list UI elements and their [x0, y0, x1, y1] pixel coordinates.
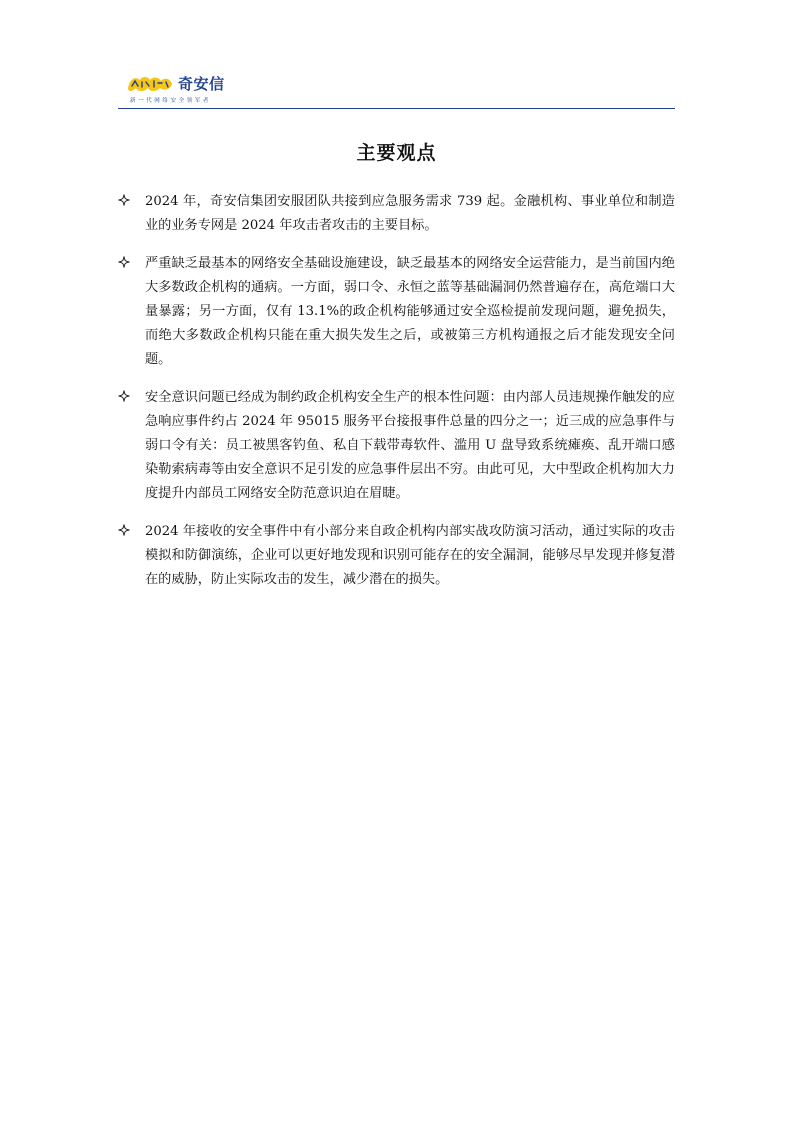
key-point-item [118, 190, 675, 238]
diamond-star-icon [118, 524, 130, 536]
key-point-text: 安全意识问题已经成为制约政企机构安全生产的根本性问题：由内部人员违规操作触发的应急响应事件约占 2024 年 95015 服务平台接报事件总量的四分之一；近三成的应急事件与弱口令有关：员工被黑客钓鱼、私自下载带毒软件、滥用 U 盘导致系统瘫痪、乱开端口感染勒索病毒等由安全意识不足引发的应急事件层出不穷。由此可见，大中型政企机构加大力度提升内部员工网络安全防范意识迫在眉睫。 [145, 390, 675, 501]
key-point-item [118, 520, 675, 592]
key-point-text: 2024 年接收的安全事件中有小部分来自政企机构内部实战攻防演习活动，通过实际的攻击模拟和防御演练，企业可以更好地发现和识别可能存在的安全漏洞，能够尽早发现并修复潜在的威胁，防止实际攻击的发生，减少潜在的损失。 [145, 524, 675, 587]
key-point-item [118, 252, 675, 372]
diamond-star-icon [118, 194, 130, 206]
key-point-text: 严重缺乏最基本的网络安全基础设施建设，缺乏最基本的网络安全运营能力，是当前国内绝大多数政企机构的通病。一方面，弱口令、永恒之蓝等基础漏洞仍然普遍存在，高危端口大量暴露；另一方面，仅有 13.1%的政企机构能够通过安全巡检提前发现问题，避免损失，而绝大多数政企机构只能在重大损失发生之后，或被第三方机构通报之后才能发现安全问题。 [145, 256, 675, 367]
company-logo [126, 72, 246, 106]
brand-tagline: 新一代网络安全领军者 [130, 98, 212, 104]
key-point-text: 2024 年，奇安信集团安服团队共接到应急服务需求 739 起。金融机构、事业单位和制造业的业务专网是 2024 年攻击者攻击的主要目标。 [145, 194, 675, 233]
logo-mark-icon [126, 74, 174, 94]
header-divider [118, 108, 675, 109]
key-point-item [118, 386, 675, 506]
page-title: 主要观点 [356, 142, 437, 164]
diamond-star-icon [118, 390, 130, 402]
diamond-star-icon [118, 256, 130, 268]
page-header [118, 72, 675, 110]
key-points-list [118, 190, 675, 606]
brand-name: 奇安信 [178, 75, 225, 93]
